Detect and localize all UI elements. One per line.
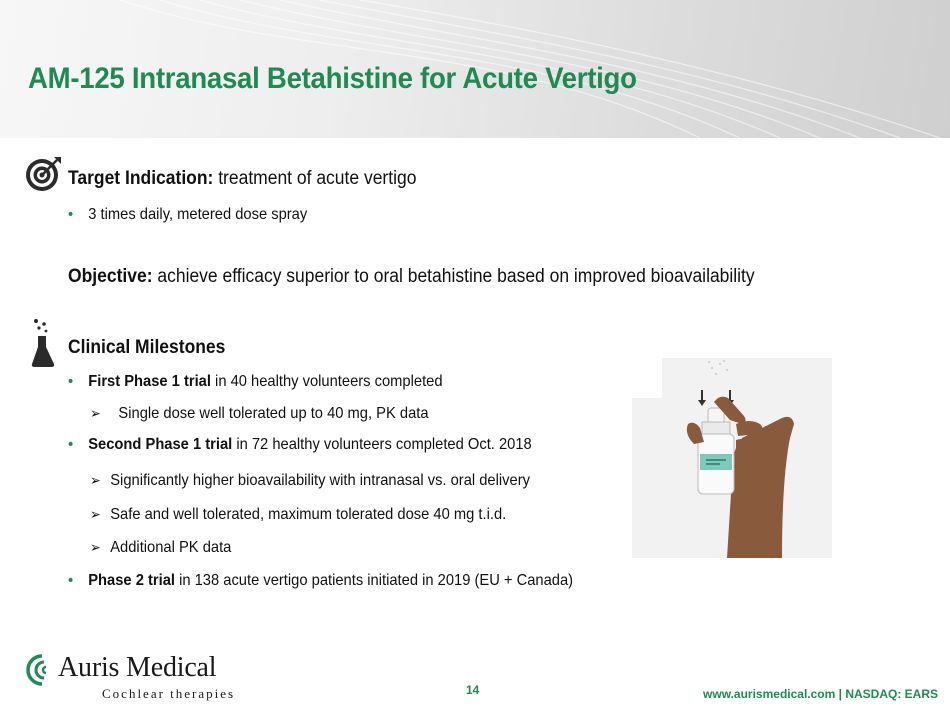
flask-icon [30, 318, 56, 368]
milestone-3-text: in 138 acute vertigo patients initiated in 2019 (EU + Canada) [174, 572, 574, 589]
list-item [68, 373, 443, 391]
bullet-dot: • [68, 373, 74, 390]
sub-list-item [90, 405, 429, 423]
objective [68, 266, 755, 288]
bullet-dot: • [68, 436, 74, 453]
sub-list-item [90, 472, 530, 490]
target-indication [68, 168, 416, 190]
page-title: AM-125 Intranasal Betahistine for Acute Vertigo [28, 62, 637, 95]
objective-label: Objective: [68, 266, 153, 287]
target-label: Target Indication: [68, 168, 214, 189]
milestone-1-text: in 40 healthy volunteers completed [210, 373, 443, 390]
arrow-bullet-icon: ➢ [90, 405, 101, 421]
arrow-bullet-icon: ➢ [90, 506, 101, 522]
milestone-1-bold: First Phase 1 trial [88, 373, 211, 390]
arrow-bullet-icon: ➢ [90, 539, 101, 555]
bullet-dot: • [68, 572, 74, 589]
target-icon [24, 154, 64, 194]
sub-list-item [90, 539, 231, 557]
sub-list-item [90, 506, 506, 524]
company-tagline: Cochlear therapies [102, 686, 236, 701]
milestone-3-bold: Phase 2 trial [88, 572, 175, 589]
milestone-2-bold: Second Phase 1 trial [88, 436, 233, 453]
milestone-1-sub-1: Single dose well tolerated up to 40 mg, PK data [118, 405, 429, 422]
list-item [68, 436, 532, 454]
list-item [68, 206, 307, 224]
page-number: 14 [466, 683, 480, 697]
milestone-2-sub-3: Additional PK data [110, 539, 232, 556]
auris-logo-icon [22, 652, 56, 688]
bullet-dot: • [68, 206, 74, 223]
company-logo-name: Auris Medical [58, 652, 217, 683]
milestone-2-sub-2: Safe and well tolerated, maximum tolerated dose 40 mg t.i.d. [110, 506, 507, 523]
milestone-2-text: in 72 healthy volunteers completed Oct. 2018 [232, 436, 532, 453]
footer-text: www.aurismedical.com | NASDAQ: EARS [703, 687, 938, 701]
objective-text: achieve efficacy superior to oral betahistine based on improved bioavailability [152, 266, 755, 287]
milestones-heading: Clinical Milestones [68, 337, 226, 358]
list-item [68, 572, 573, 590]
target-text: treatment of acute vertigo [213, 168, 417, 189]
milestone-2-sub-1: Significantly higher bioavailability with intranasal vs. oral delivery [110, 472, 530, 489]
target-bullet-text: 3 times daily, metered dose spray [88, 206, 308, 223]
nasal-spray-illustration [632, 358, 832, 558]
arrow-bullet-icon: ➢ [90, 472, 101, 488]
